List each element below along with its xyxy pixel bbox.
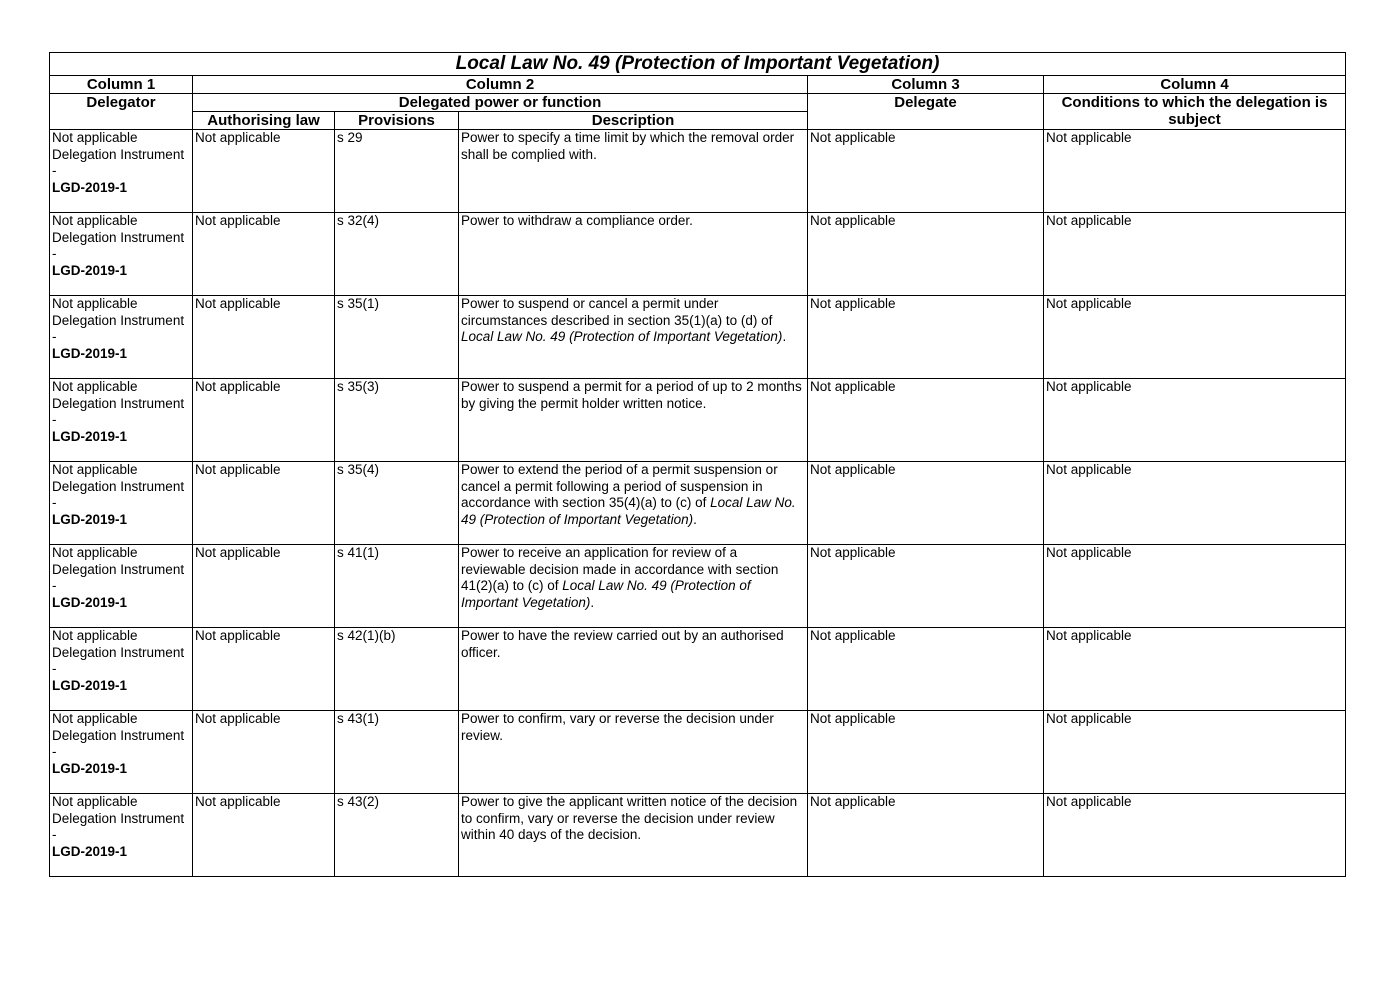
- description-cell: [459, 296, 808, 379]
- description-end: .: [693, 511, 697, 527]
- delegator-cell: [50, 296, 193, 379]
- delegation-instrument-code: LGD-2019-1: [52, 179, 128, 195]
- conditions-cell: Not applicable: [1044, 130, 1346, 213]
- table-row: [50, 794, 1346, 877]
- description-cell: Power to give the applicant written notice of the decision to confirm, vary or reverse the decision under review within 40 days of the decision.: [459, 794, 808, 877]
- description-cell: [459, 545, 808, 628]
- delegation-instrument-text: Delegation Instrument -: [52, 146, 185, 178]
- column-2-label: Column 2: [193, 76, 808, 94]
- delegation-instrument-text: Delegation Instrument -: [52, 561, 185, 593]
- conditions-cell: Not applicable: [1044, 794, 1346, 877]
- delegator-header: Delegator: [50, 94, 193, 130]
- local-law-reference: Local Law No. 49 (Protection of Important Vegetation): [461, 495, 796, 527]
- delegation-instrument-text: Delegation Instrument -: [52, 644, 185, 676]
- conditions-cell: Not applicable: [1044, 711, 1346, 794]
- provision-cell: s 35(1): [335, 296, 459, 379]
- provision-cell: s 35(4): [335, 462, 459, 545]
- table-row: [50, 545, 1346, 628]
- provision-cell: s 42(1)(b): [335, 628, 459, 711]
- description-text: Power to suspend or cancel a permit under circumstances described in section 35(1)(a) to (d) of: [461, 296, 773, 328]
- delegate-cell: Not applicable: [808, 545, 1044, 628]
- provision-cell: s 43(2): [335, 794, 459, 877]
- delegator-text: Not applicable: [52, 545, 138, 560]
- delegation-instrument-code: LGD-2019-1: [52, 760, 128, 776]
- column-1-label: Column 1: [50, 76, 193, 94]
- delegation-instrument-code: LGD-2019-1: [52, 345, 128, 361]
- conditions-cell: Not applicable: [1044, 296, 1346, 379]
- delegation-instrument-code: LGD-2019-1: [52, 594, 128, 610]
- table-row: [50, 462, 1346, 545]
- authorising-law-cell: Not applicable: [193, 379, 335, 462]
- provisions-header: Provisions: [335, 112, 459, 130]
- delegator-cell: [50, 628, 193, 711]
- delegation-instrument-text: Delegation Instrument -: [52, 810, 185, 842]
- conditions-cell: Not applicable: [1044, 628, 1346, 711]
- delegation-instrument-code: LGD-2019-1: [52, 428, 128, 444]
- conditions-cell: Not applicable: [1044, 379, 1346, 462]
- description-text: Power to receive an application for review of a reviewable decision made in accordance with section 41(2)(a) to (c) of: [461, 545, 779, 593]
- authorising-law-cell: Not applicable: [193, 545, 335, 628]
- conditions-cell: Not applicable: [1044, 213, 1346, 296]
- conditions-header: Conditions to which the delegation is subject: [1044, 94, 1346, 130]
- description-end: .: [590, 594, 595, 610]
- delegator-cell: [50, 794, 193, 877]
- delegation-instrument-text: Delegation Instrument -: [52, 478, 185, 510]
- delegator-cell: [50, 711, 193, 794]
- local-law-reference: Local Law No. 49 (Protection of Important Vegetation): [461, 578, 751, 610]
- description-cell: Power to withdraw a compliance order.: [459, 213, 808, 296]
- delegate-cell: Not applicable: [808, 213, 1044, 296]
- table-row: [50, 130, 1346, 213]
- authorising-law-cell: Not applicable: [193, 794, 335, 877]
- delegator-text: Not applicable: [52, 794, 138, 809]
- authorising-law-cell: Not applicable: [193, 711, 335, 794]
- delegate-cell: Not applicable: [808, 462, 1044, 545]
- description-header: Description: [459, 112, 808, 130]
- delegate-cell: Not applicable: [808, 628, 1044, 711]
- provision-cell: s 29: [335, 130, 459, 213]
- delegation-instrument-text: Delegation Instrument -: [52, 395, 185, 427]
- delegator-cell: [50, 462, 193, 545]
- delegator-cell: [50, 545, 193, 628]
- authorising-law-cell: Not applicable: [193, 213, 335, 296]
- delegate-cell: Not applicable: [808, 711, 1044, 794]
- delegator-cell: [50, 130, 193, 213]
- delegator-text: Not applicable: [52, 379, 138, 394]
- delegate-cell: Not applicable: [808, 794, 1044, 877]
- delegation-instrument-code: LGD-2019-1: [52, 677, 128, 693]
- delegator-text: Not applicable: [52, 296, 138, 311]
- column-3-label: Column 3: [808, 76, 1044, 94]
- description-cell: Power to specify a time limit by which the removal order shall be complied with.: [459, 130, 808, 213]
- delegate-cell: Not applicable: [808, 379, 1044, 462]
- delegator-text: Not applicable: [52, 628, 138, 643]
- conditions-cell: Not applicable: [1044, 545, 1346, 628]
- delegator-text: Not applicable: [52, 711, 138, 726]
- description-end: .: [782, 329, 787, 344]
- delegation-instrument-code: LGD-2019-1: [52, 262, 128, 278]
- description-cell: Power to confirm, vary or reverse the decision under review.: [459, 711, 808, 794]
- provision-cell: s 35(3): [335, 379, 459, 462]
- delegator-text: Not applicable: [52, 130, 138, 145]
- delegated-power-header: Delegated power or function: [193, 94, 808, 112]
- table-row: [50, 213, 1346, 296]
- column-4-label: Column 4: [1044, 76, 1346, 94]
- table-row: [50, 296, 1346, 379]
- delegate-header: Delegate: [808, 94, 1044, 130]
- table-row: [50, 628, 1346, 711]
- delegate-cell: Not applicable: [808, 130, 1044, 213]
- delegation-instrument-code: LGD-2019-1: [52, 843, 128, 859]
- authorising-law-header: Authorising law: [193, 112, 335, 130]
- delegation-instrument-code: LGD-2019-1: [52, 511, 128, 527]
- provision-cell: s 32(4): [335, 213, 459, 296]
- provision-cell: s 41(1): [335, 545, 459, 628]
- local-law-reference: Local Law No. 49 (Protection of Important Vegetation): [461, 329, 783, 344]
- authorising-law-cell: Not applicable: [193, 628, 335, 711]
- delegation-table: [49, 52, 1346, 877]
- provision-cell: s 43(1): [335, 711, 459, 794]
- conditions-cell: Not applicable: [1044, 462, 1346, 545]
- delegator-cell: [50, 213, 193, 296]
- table-row: [50, 711, 1346, 794]
- authorising-law-cell: Not applicable: [193, 462, 335, 545]
- delegation-instrument-text: Delegation Instrument -: [52, 727, 185, 759]
- delegator-text: Not applicable: [52, 213, 138, 228]
- delegate-cell: Not applicable: [808, 296, 1044, 379]
- authorising-law-cell: Not applicable: [193, 296, 335, 379]
- table-title: Local Law No. 49 (Protection of Important Vegetation): [50, 53, 1346, 76]
- delegator-text: Not applicable: [52, 462, 138, 477]
- table-row: [50, 379, 1346, 462]
- authorising-law-cell: Not applicable: [193, 130, 335, 213]
- delegation-instrument-text: Delegation Instrument -: [52, 312, 185, 344]
- description-cell: Power to have the review carried out by an authorised officer.: [459, 628, 808, 711]
- description-cell: [459, 462, 808, 545]
- delegator-cell: [50, 379, 193, 462]
- delegation-instrument-text: Delegation Instrument -: [52, 229, 185, 261]
- description-text: Power to extend the period of a permit suspension or cancel a permit following a period of suspension in accordance with section 35(4)(a) to (c) of: [461, 462, 778, 510]
- description-cell: Power to suspend a permit for a period of up to 2 months by giving the permit holder written notice.: [459, 379, 808, 462]
